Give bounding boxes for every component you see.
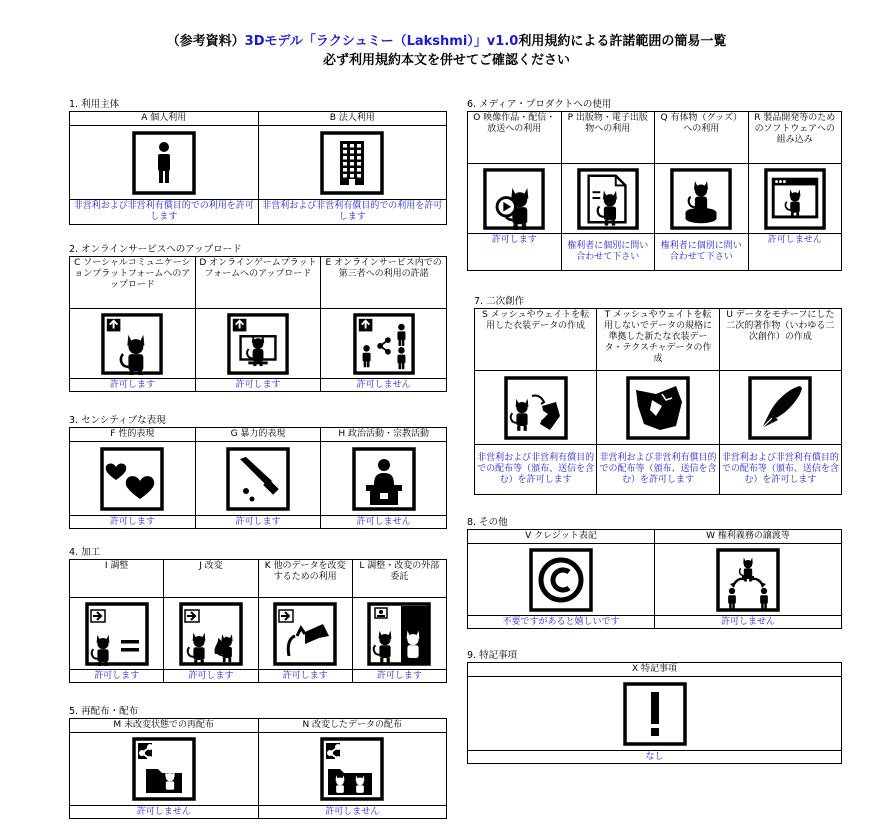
share-folder-icon	[70, 733, 259, 806]
item-status-o: 許可します	[468, 234, 562, 271]
section-derivative	[474, 295, 842, 495]
building-icon	[258, 126, 447, 200]
item-label-w: W 権利義務の譲渡等	[655, 530, 842, 544]
video-icon	[468, 164, 562, 234]
section-sensitive	[69, 414, 447, 529]
item-label-x: X 特記事項	[468, 663, 842, 677]
item-status-j: 許可します	[164, 670, 258, 683]
podium-icon	[352, 447, 416, 511]
item-label-q: Q 有体物（グッズ）への利用	[655, 112, 749, 164]
share-modified-icon	[258, 733, 447, 806]
copyright-icon	[468, 544, 655, 616]
exclamation-icon	[623, 682, 687, 746]
upload-cat-icon	[70, 309, 196, 379]
item-status-k: 許可します	[258, 670, 352, 683]
title-suffix: 利用規約による許諾範囲の簡易一覧	[518, 34, 727, 49]
hearts-icon	[100, 447, 164, 511]
goods-icon	[655, 164, 749, 234]
item-label-a: A 個人利用	[70, 112, 259, 126]
game-upload-icon	[195, 309, 321, 379]
item-status-d: 許可します	[195, 379, 321, 392]
item-status-b: 非営利および非営利有償目的での利用を許可します	[258, 200, 447, 225]
upload-cat-icon	[101, 313, 163, 375]
item-status-h: 許可しません	[321, 516, 447, 529]
item-status-s: 非営利および非営利有償目的での配布等（頒布、送信を含む）を許可します	[475, 445, 597, 495]
item-label-r: R 製品開発等のためのソフトウェアへの組み込み	[748, 112, 842, 164]
section-title: 8. その他	[467, 517, 508, 528]
item-status-f: 許可します	[70, 516, 196, 529]
item-status-v: 不要ですがあると嬉しいです	[468, 616, 655, 629]
game-upload-icon	[227, 313, 289, 375]
transfer-icon	[716, 548, 780, 612]
section-special-notes	[467, 649, 842, 764]
item-status-l: 許可します	[352, 670, 446, 683]
cloth-icon	[626, 376, 690, 440]
title-model-name: 3Dモデル「ラクシュミー（Lakshmi）」v1.0	[244, 34, 519, 49]
section-title: 4. 加工	[69, 547, 101, 558]
share-modified-icon	[320, 737, 384, 801]
section-media-products	[467, 98, 842, 271]
item-label-b: B 法人利用	[258, 112, 447, 126]
transfer-icon	[655, 544, 842, 616]
item-status-p: 権利者に個別に問い合わせて下さい	[561, 234, 655, 271]
pen-icon	[719, 371, 841, 445]
publication-icon	[577, 168, 639, 230]
exclamation-icon	[468, 677, 842, 751]
costume-icon	[475, 371, 597, 445]
title-notice: 必ず利用規約本文を併せてご確認ください	[322, 53, 570, 68]
item-label-c: C ソーシャルコミュニケーションプラットフォームへのアップロード	[70, 257, 196, 309]
item-status-r: 許可しません	[748, 234, 842, 271]
item-label-e: E オンラインサービス内での第三者への利用の許諾	[321, 257, 447, 309]
item-label-d: D オンラインゲームプラットフォームへのアップロード	[195, 257, 321, 309]
podium-icon	[321, 442, 447, 516]
item-label-t: T メッシュやウェイトを転用しないでデータの規格に準拠した新たな衣装データ・テクスチャデータの作成	[597, 309, 719, 371]
item-label-m: M 未改変状態での再配布	[70, 719, 259, 733]
item-label-s: S メッシュやウェイトを転用した衣装データの作成	[475, 309, 597, 371]
title-prefix: （参考資料）	[166, 34, 245, 49]
item-status-i: 許可します	[70, 670, 164, 683]
modify-icon	[179, 602, 243, 666]
item-label-g: G 暴力的表現	[195, 428, 321, 442]
item-label-k: K 他のデータを改変するための利用	[258, 560, 352, 598]
item-label-j: J 改変	[164, 560, 258, 598]
section-other	[467, 516, 842, 629]
item-label-p: P 出版物・電子出版物への利用	[561, 112, 655, 164]
section-title: 2. オンラインサービスへのアップロード	[69, 244, 242, 255]
item-label-f: F 性的表現	[70, 428, 196, 442]
software-icon	[764, 168, 826, 230]
section-title: 7. 二次創作	[474, 296, 525, 307]
item-status-t: 非営利および非営利有償目的での配布等（頒布、送信を含む）を許可します	[597, 445, 719, 495]
copyright-icon	[529, 548, 593, 612]
adjust-icon	[85, 602, 149, 666]
modify-icon	[164, 598, 258, 670]
item-label-o: O 映像作品・配信・放送への利用	[468, 112, 562, 164]
item-status-a: 非営利および非営利有償目的での利用を許可します	[70, 200, 259, 225]
document-title	[0, 32, 893, 70]
item-status-g: 許可します	[195, 516, 321, 529]
goods-icon	[670, 168, 732, 230]
building-icon	[320, 131, 384, 195]
costume-icon	[504, 376, 568, 440]
modify-other-icon	[273, 602, 337, 666]
item-status-e: 許可しません	[321, 379, 447, 392]
item-label-v: V クレジット表記	[468, 530, 655, 544]
item-status-w: 許可しません	[655, 616, 842, 629]
section-usage-subject	[69, 98, 447, 225]
video-icon	[483, 168, 545, 230]
item-status-q: 権利者に個別に問い合わせて下さい	[655, 234, 749, 271]
item-label-h: H 政治活動・宗教活動	[321, 428, 447, 442]
share-people-icon	[353, 313, 415, 375]
item-label-l: L 調整・改変の外部委託	[352, 560, 446, 598]
hearts-icon	[70, 442, 196, 516]
cloth-icon	[597, 371, 719, 445]
person-icon	[132, 131, 196, 195]
knife-icon	[226, 447, 290, 511]
outsource-icon	[367, 602, 431, 666]
person-icon	[70, 126, 259, 200]
section-title: 5. 再配布・配布	[69, 706, 139, 717]
item-status-n: 許可しません	[258, 806, 447, 819]
section-processing	[69, 546, 447, 683]
item-label-u: U データをモチーフにした二次的著作物（いわゆる二次創作）の作成	[719, 309, 841, 371]
software-icon	[748, 164, 842, 234]
section-title: 9. 特記事項	[467, 650, 518, 661]
section-online-upload	[69, 243, 447, 392]
outsource-icon	[352, 598, 446, 670]
item-label-n: N 改変したデータの配布	[258, 719, 447, 733]
item-status-x: なし	[468, 751, 842, 764]
publication-icon	[561, 164, 655, 234]
item-label-i: I 調整	[70, 560, 164, 598]
section-title: 6. メディア・プロダクトへの使用	[467, 99, 612, 110]
modify-other-icon	[258, 598, 352, 670]
knife-icon	[195, 442, 321, 516]
adjust-icon	[70, 598, 164, 670]
section-title: 3. センシティブな表現	[69, 415, 166, 426]
item-status-m: 許可しません	[70, 806, 259, 819]
item-status-c: 許可します	[70, 379, 196, 392]
item-status-u: 非営利および非営利有償目的での配布等（頒布、送信を含む）を許可します	[719, 445, 841, 495]
share-folder-icon	[132, 737, 196, 801]
section-redistribution	[69, 705, 447, 819]
pen-icon	[748, 376, 812, 440]
share-people-icon	[321, 309, 447, 379]
section-title: 1. 利用主体	[69, 99, 120, 110]
